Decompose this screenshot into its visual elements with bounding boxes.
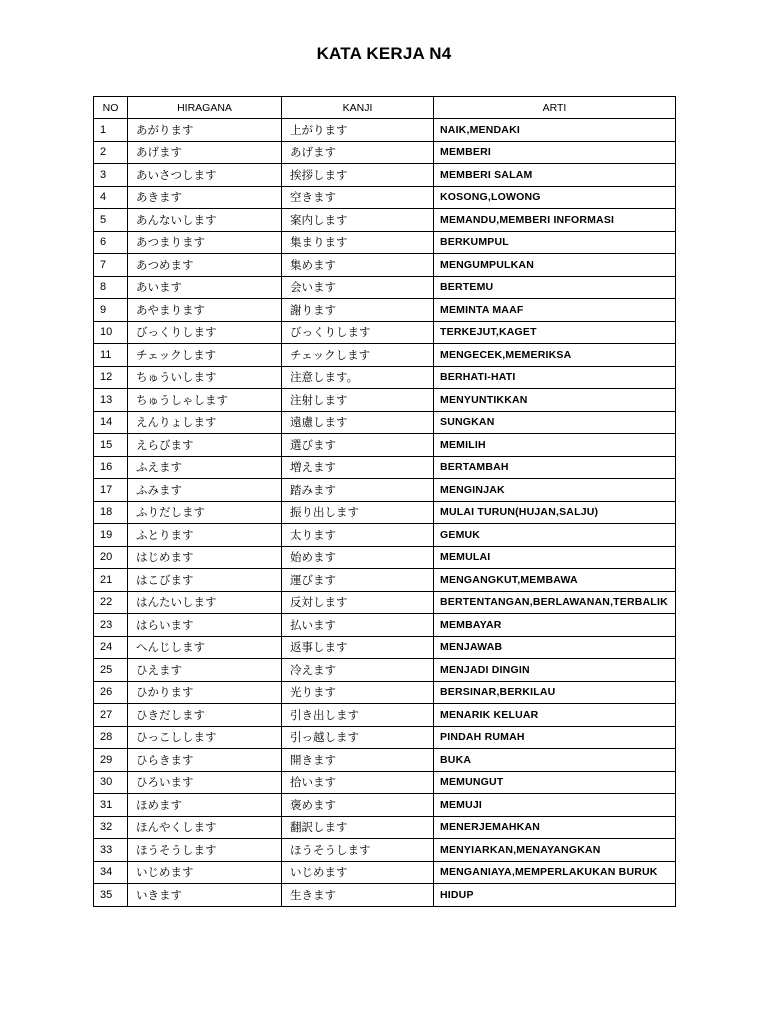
no-cell: 35 [94, 884, 128, 907]
arti-cell: BERKUMPUL [434, 231, 676, 254]
no-cell: 25 [94, 659, 128, 682]
table-row [94, 794, 676, 817]
kanji-cell: 反対します [282, 591, 434, 614]
arti-cell: NAIK,MENDAKI [434, 119, 676, 142]
table-row [94, 366, 676, 389]
header-hiragana: HIRAGANA [128, 97, 282, 119]
hiragana-cell: いじめます [128, 861, 282, 884]
page-title: KATA KERJA N4 [316, 44, 452, 63]
no-cell: 26 [94, 681, 128, 704]
hiragana-cell: チェックします [128, 344, 282, 367]
arti-cell: MULAI TURUN(HUJAN,SALJU) [434, 501, 676, 524]
table-row [94, 659, 676, 682]
arti-cell: MEMINTA MAAF [434, 299, 676, 322]
arti-cell: MENGECEK,MEMERIKSA [434, 344, 676, 367]
kanji-cell: 開きます [282, 749, 434, 772]
no-cell: 15 [94, 434, 128, 457]
arti-cell: KOSONG,LOWONG [434, 186, 676, 209]
header-no: NO [94, 97, 128, 119]
kanji-cell: 選びます [282, 434, 434, 457]
kanji-cell: 冷えます [282, 659, 434, 682]
hiragana-cell: ひろいます [128, 771, 282, 794]
no-cell: 5 [94, 209, 128, 232]
arti-cell: MEMBAYAR [434, 614, 676, 637]
table-row [94, 524, 676, 547]
arti-cell: GEMUK [434, 524, 676, 547]
kanji-cell: いじめます [282, 861, 434, 884]
no-cell: 14 [94, 411, 128, 434]
no-cell: 22 [94, 591, 128, 614]
arti-cell: BUKA [434, 749, 676, 772]
arti-cell: MEMILIH [434, 434, 676, 457]
hiragana-cell: ちゅういします [128, 366, 282, 389]
table-row [94, 389, 676, 412]
hiragana-cell: いきます [128, 884, 282, 907]
no-cell: 28 [94, 726, 128, 749]
table-header-row [94, 97, 676, 119]
kanji-cell: 挨拶します [282, 164, 434, 187]
arti-cell: MEMULAI [434, 546, 676, 569]
hiragana-cell: はこびます [128, 569, 282, 592]
table-row [94, 569, 676, 592]
kanji-cell: 案内します [282, 209, 434, 232]
no-cell: 16 [94, 456, 128, 479]
table-row [94, 614, 676, 637]
header-kanji: KANJI [282, 97, 434, 119]
hiragana-cell: ふえます [128, 456, 282, 479]
verb-table [93, 96, 676, 907]
table-row [94, 186, 676, 209]
table-row [94, 411, 676, 434]
arti-cell: MEMBERI SALAM [434, 164, 676, 187]
table-row [94, 816, 676, 839]
hiragana-cell: ひえます [128, 659, 282, 682]
table-row [94, 501, 676, 524]
kanji-cell: あげます [282, 141, 434, 164]
no-cell: 33 [94, 839, 128, 862]
hiragana-cell: ひらきます [128, 749, 282, 772]
kanji-cell: 踏みます [282, 479, 434, 502]
no-cell: 1 [94, 119, 128, 142]
hiragana-cell: えんりょします [128, 411, 282, 434]
kanji-cell: 褒めます [282, 794, 434, 817]
table-row [94, 276, 676, 299]
no-cell: 32 [94, 816, 128, 839]
no-cell: 27 [94, 704, 128, 727]
arti-cell: MENJAWAB [434, 636, 676, 659]
hiragana-cell: ふみます [128, 479, 282, 502]
no-cell: 6 [94, 231, 128, 254]
kanji-cell: 集めます [282, 254, 434, 277]
kanji-cell: 引き出します [282, 704, 434, 727]
kanji-cell: 集まります [282, 231, 434, 254]
kanji-cell: 遠慮します [282, 411, 434, 434]
hiragana-cell: あいさつします [128, 164, 282, 187]
table-row [94, 209, 676, 232]
hiragana-cell: えらびます [128, 434, 282, 457]
no-cell: 31 [94, 794, 128, 817]
arti-cell: MENYUNTIKKAN [434, 389, 676, 412]
kanji-cell: 注射します [282, 389, 434, 412]
arti-cell: MENGINJAK [434, 479, 676, 502]
hiragana-cell: ひかります [128, 681, 282, 704]
hiragana-cell: ひっこしします [128, 726, 282, 749]
kanji-cell: 会います [282, 276, 434, 299]
table-row [94, 231, 676, 254]
kanji-cell: 始めます [282, 546, 434, 569]
kanji-cell: 払います [282, 614, 434, 637]
hiragana-cell: ほめます [128, 794, 282, 817]
hiragana-cell: あきます [128, 186, 282, 209]
hiragana-cell: ほんやくします [128, 816, 282, 839]
no-cell: 3 [94, 164, 128, 187]
table-row [94, 321, 676, 344]
no-cell: 18 [94, 501, 128, 524]
table-row [94, 839, 676, 862]
arti-cell: BERTENTANGAN,BERLAWANAN,TERBALIK [434, 591, 676, 614]
no-cell: 13 [94, 389, 128, 412]
kanji-cell: 拾います [282, 771, 434, 794]
kanji-cell: びっくりします [282, 321, 434, 344]
arti-cell: MENGANGKUT,MEMBAWA [434, 569, 676, 592]
hiragana-cell: へんじします [128, 636, 282, 659]
kanji-cell: 引っ越します [282, 726, 434, 749]
kanji-cell: 生きます [282, 884, 434, 907]
table-row [94, 704, 676, 727]
arti-cell: BERSINAR,BERKILAU [434, 681, 676, 704]
arti-cell: BERTEMU [434, 276, 676, 299]
no-cell: 11 [94, 344, 128, 367]
arti-cell: BERTAMBAH [434, 456, 676, 479]
kanji-cell: 返事します [282, 636, 434, 659]
no-cell: 9 [94, 299, 128, 322]
no-cell: 12 [94, 366, 128, 389]
arti-cell: MEMUNGUT [434, 771, 676, 794]
table-row [94, 681, 676, 704]
table-row [94, 726, 676, 749]
hiragana-cell: あいます [128, 276, 282, 299]
arti-cell: HIDUP [434, 884, 676, 907]
table-row [94, 344, 676, 367]
no-cell: 30 [94, 771, 128, 794]
table-row [94, 456, 676, 479]
arti-cell: MENGANIAYA,MEMPERLAKUKAN BURUK [434, 861, 676, 884]
kanji-cell: 謝ります [282, 299, 434, 322]
kanji-cell: チェックします [282, 344, 434, 367]
arti-cell: MENGUMPULKAN [434, 254, 676, 277]
hiragana-cell: あんないします [128, 209, 282, 232]
table-row [94, 141, 676, 164]
no-cell: 8 [94, 276, 128, 299]
hiragana-cell: ふりだします [128, 501, 282, 524]
arti-cell: MENYIARKAN,MENAYANGKAN [434, 839, 676, 862]
table-row [94, 591, 676, 614]
hiragana-cell: びっくりします [128, 321, 282, 344]
table-row [94, 636, 676, 659]
hiragana-cell: あつまります [128, 231, 282, 254]
kanji-cell: 空きます [282, 186, 434, 209]
hiragana-cell: はんたいします [128, 591, 282, 614]
header-arti: ARTI [434, 97, 676, 119]
arti-cell: MEMBERI [434, 141, 676, 164]
arti-cell: PINDAH RUMAH [434, 726, 676, 749]
no-cell: 4 [94, 186, 128, 209]
arti-cell: TERKEJUT,KAGET [434, 321, 676, 344]
no-cell: 7 [94, 254, 128, 277]
table-body [94, 119, 676, 907]
arti-cell: MEMUJI [434, 794, 676, 817]
hiragana-cell: ふとります [128, 524, 282, 547]
arti-cell: MENJADI DINGIN [434, 659, 676, 682]
kanji-cell: 増えます [282, 456, 434, 479]
table-row [94, 546, 676, 569]
table-row [94, 299, 676, 322]
kanji-cell: 注意します。 [282, 366, 434, 389]
table-row [94, 861, 676, 884]
arti-cell: BERHATI-HATI [434, 366, 676, 389]
kanji-cell: 運びます [282, 569, 434, 592]
hiragana-cell: ほうそうします [128, 839, 282, 862]
hiragana-cell: あがります [128, 119, 282, 142]
table-row [94, 771, 676, 794]
hiragana-cell: ちゅうしゃします [128, 389, 282, 412]
table-row [94, 749, 676, 772]
kanji-cell: 太ります [282, 524, 434, 547]
kanji-cell: 光ります [282, 681, 434, 704]
table-row [94, 479, 676, 502]
no-cell: 19 [94, 524, 128, 547]
hiragana-cell: ひきだします [128, 704, 282, 727]
table-row [94, 254, 676, 277]
no-cell: 10 [94, 321, 128, 344]
no-cell: 2 [94, 141, 128, 164]
arti-cell: MENERJEMAHKAN [434, 816, 676, 839]
no-cell: 24 [94, 636, 128, 659]
no-cell: 34 [94, 861, 128, 884]
hiragana-cell: あやまります [128, 299, 282, 322]
kanji-cell: 上がります [282, 119, 434, 142]
hiragana-cell: あげます [128, 141, 282, 164]
hiragana-cell: はらいます [128, 614, 282, 637]
no-cell: 20 [94, 546, 128, 569]
arti-cell: MENARIK KELUAR [434, 704, 676, 727]
hiragana-cell: あつめます [128, 254, 282, 277]
hiragana-cell: はじめます [128, 546, 282, 569]
table-row [94, 164, 676, 187]
arti-cell: MEMANDU,MEMBERI INFORMASI [434, 209, 676, 232]
table-row [94, 119, 676, 142]
kanji-cell: 翻訳します [282, 816, 434, 839]
no-cell: 17 [94, 479, 128, 502]
kanji-cell: ほうそうします [282, 839, 434, 862]
table-row [94, 434, 676, 457]
no-cell: 21 [94, 569, 128, 592]
no-cell: 29 [94, 749, 128, 772]
no-cell: 23 [94, 614, 128, 637]
table-row [94, 884, 676, 907]
kanji-cell: 振り出します [282, 501, 434, 524]
arti-cell: SUNGKAN [434, 411, 676, 434]
